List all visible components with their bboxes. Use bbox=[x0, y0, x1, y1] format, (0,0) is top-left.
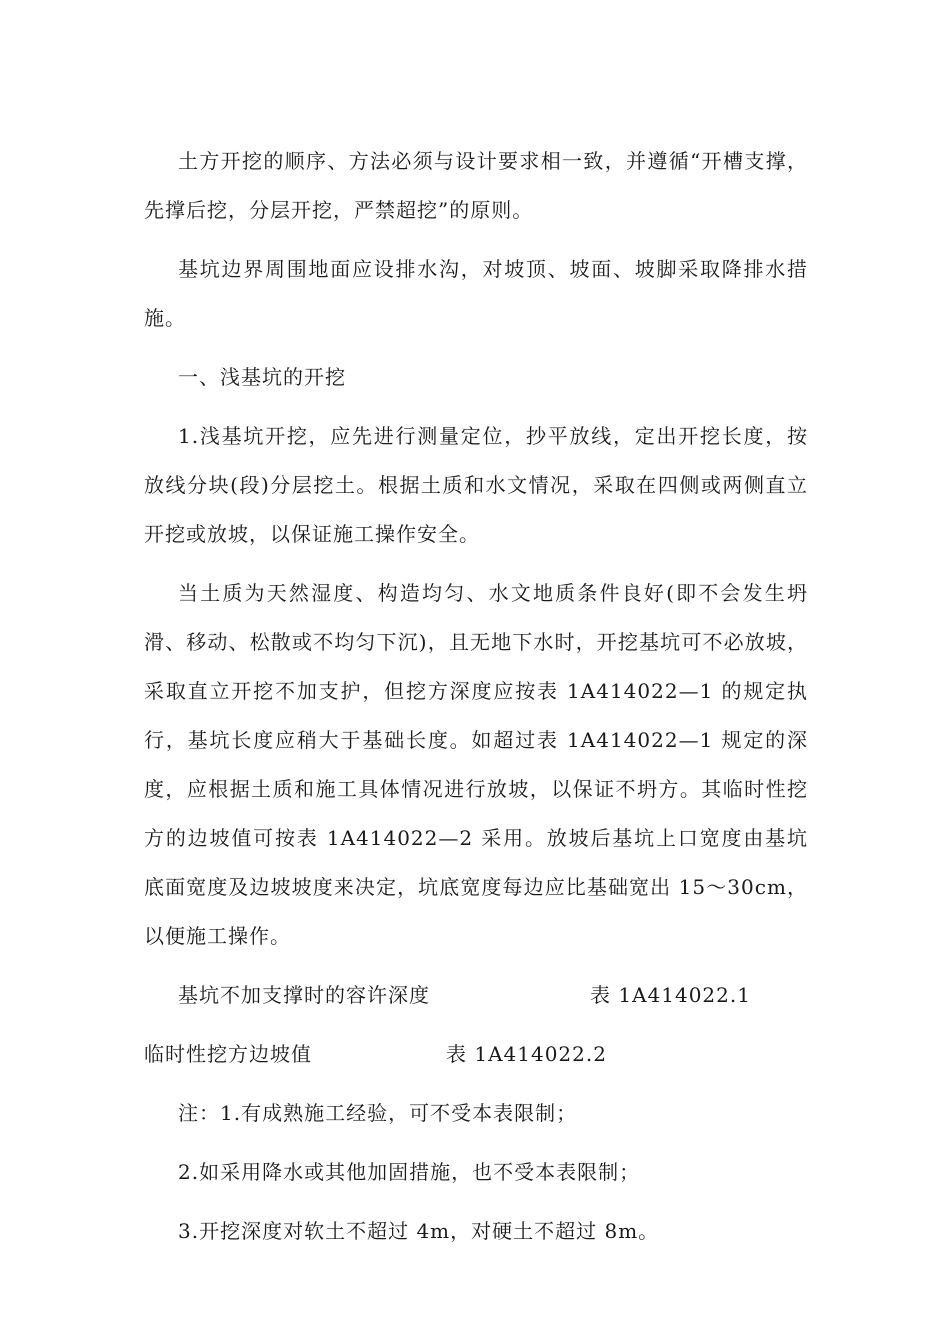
section-heading-shallow-pit: 一、浅基坑的开挖 bbox=[178, 365, 346, 389]
note-item-1: 注：1.有成熟施工经验，可不受本表限制； bbox=[178, 1101, 578, 1125]
paragraph-shallow-pit-excavation: 1.浅基坑开挖，应先进行测量定位，抄平放线，定出开挖长度，按放线分块(段)分层挖土。根据土质和水文情况，采取在四侧或两侧直立开挖或放坡，以保证施工操作安全。 bbox=[144, 424, 808, 546]
table-caption-number: 表 1A414022.1 bbox=[590, 983, 751, 1007]
table-caption-allowable-depth bbox=[144, 971, 808, 1020]
table-caption-slope-values bbox=[144, 1030, 808, 1079]
note-item-3: 3.开挖深度对软土不超过 4m，对硬土不超过 8m。 bbox=[178, 1219, 660, 1243]
document-body bbox=[144, 137, 808, 1266]
paragraph-drainage: 基坑边界周围地面应设排水沟，对坡顶、坡面、坡脚采取降排水措施。 bbox=[144, 257, 808, 330]
paragraph-soil-conditions: 当土质为天然湿度、构造均匀、水文地质条件良好(即不会发生坍滑、移动、松散或不均匀下沉)，且无地下水时，开挖基坑可不必放坡，采取直立开挖不加支护，但挖方深度应按表 1A414022—1 的规定执行，基坑长度应稍大于基础长度。如超过表 1A414022—1 规定的深度，应根据土质和施工具体情况进行放坡，以保证不坍方。其临时性挖方的边坡值可按表 1A414022—2 采用。放坡后基坑上口宽度由基坑底面宽度及边坡坡度来决定，坑底宽度每边应比基础宽出 15～30cm，以便施工操作。 bbox=[144, 581, 808, 948]
note-item-2: 2.如采用降水或其他加固措施，也不受本表限制； bbox=[178, 1160, 641, 1184]
table-caption-title: 临时性挖方边坡值 bbox=[144, 1042, 312, 1066]
table-caption-number: 表 1A414022.2 bbox=[446, 1042, 607, 1066]
table-caption-title: 基坑不加支撑时的容许深度 bbox=[178, 983, 430, 1007]
paragraph-excavation-order: 土方开挖的顺序、方法必须与设计要求相一致，并遵循“开槽支撑，先撑后挖，分层开挖，严禁超挖”的原则。 bbox=[144, 149, 808, 222]
